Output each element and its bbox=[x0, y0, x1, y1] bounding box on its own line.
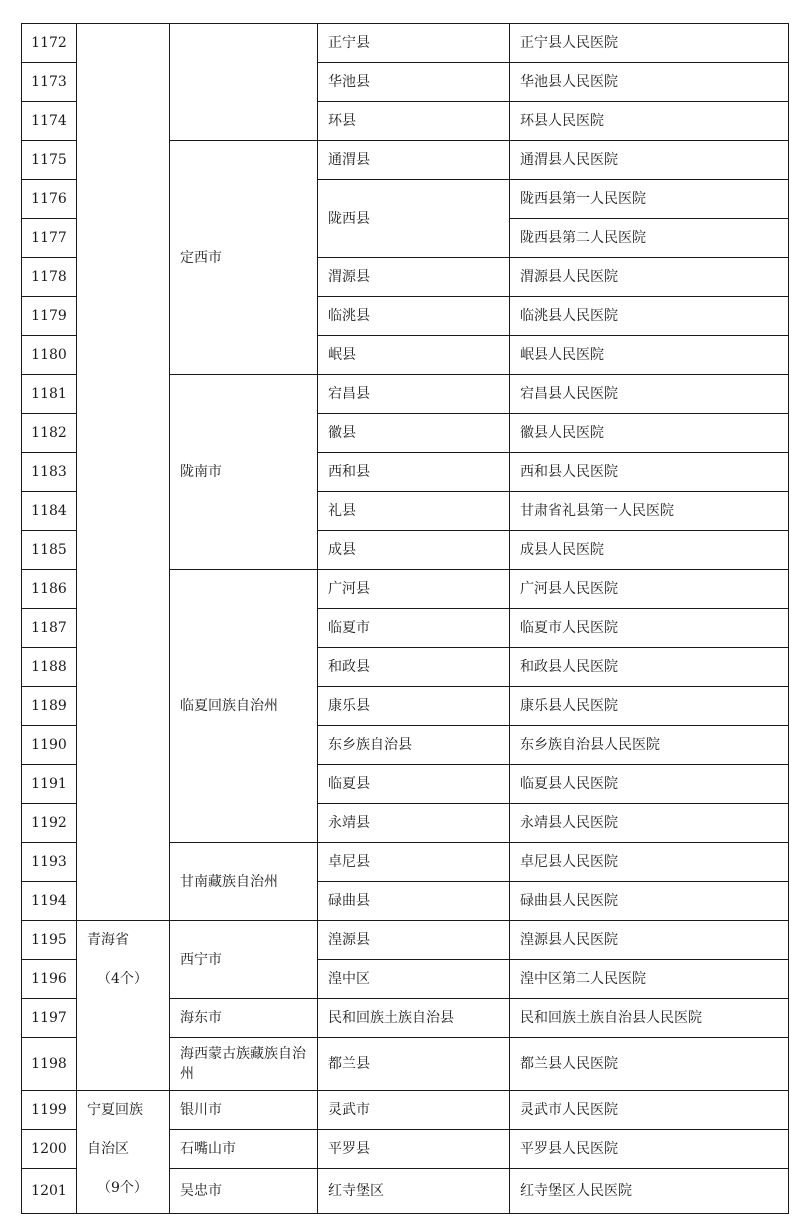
county-cell: 西和县 bbox=[318, 453, 510, 492]
row-number: 1201 bbox=[22, 1169, 77, 1214]
county-cell: 碌曲县 bbox=[318, 882, 510, 921]
county-cell: 渭源县 bbox=[318, 258, 510, 297]
county-cell: 临夏县 bbox=[318, 765, 510, 804]
province-cell bbox=[77, 921, 170, 1091]
row-number: 1185 bbox=[22, 531, 77, 570]
county-cell: 红寺堡区 bbox=[318, 1169, 510, 1214]
hospital-cell: 正宁县人民医院 bbox=[510, 24, 789, 63]
county-cell: 礼县 bbox=[318, 492, 510, 531]
row-number: 1200 bbox=[22, 1130, 77, 1169]
county-cell: 广河县 bbox=[318, 570, 510, 609]
province-name: 宁夏回族 bbox=[87, 1102, 143, 1118]
hospital-cell: 通渭县人民医院 bbox=[510, 141, 789, 180]
province-count: （9个） bbox=[97, 1180, 148, 1196]
hospital-cell: 临洮县人民医院 bbox=[510, 297, 789, 336]
row-number: 1181 bbox=[22, 375, 77, 414]
row-number: 1193 bbox=[22, 843, 77, 882]
hospital-cell: 民和回族土族自治县人民医院 bbox=[510, 999, 789, 1038]
county-cell: 民和回族土族自治县 bbox=[318, 999, 510, 1038]
row-number: 1188 bbox=[22, 648, 77, 687]
province-name-cont: 自治区 bbox=[87, 1141, 129, 1157]
table-row bbox=[22, 1091, 789, 1130]
hospital-cell: 湟中区第二人民医院 bbox=[510, 960, 789, 999]
row-number: 1187 bbox=[22, 609, 77, 648]
county-cell: 永靖县 bbox=[318, 804, 510, 843]
hospital-cell: 康乐县人民医院 bbox=[510, 687, 789, 726]
row-number: 1186 bbox=[22, 570, 77, 609]
row-number: 1182 bbox=[22, 414, 77, 453]
county-cell: 宕昌县 bbox=[318, 375, 510, 414]
hospital-cell: 平罗县人民医院 bbox=[510, 1130, 789, 1169]
city-cell: 银川市 bbox=[170, 1091, 318, 1130]
city-cell bbox=[170, 24, 318, 141]
county-cell: 平罗县 bbox=[318, 1130, 510, 1169]
province-cell bbox=[77, 24, 170, 921]
row-number: 1177 bbox=[22, 219, 77, 258]
row-number: 1191 bbox=[22, 765, 77, 804]
county-cell: 陇西县 bbox=[318, 180, 510, 258]
county-cell: 卓尼县 bbox=[318, 843, 510, 882]
row-number: 1189 bbox=[22, 687, 77, 726]
hospital-cell: 湟源县人民医院 bbox=[510, 921, 789, 960]
hospital-cell: 永靖县人民医院 bbox=[510, 804, 789, 843]
city-cell: 石嘴山市 bbox=[170, 1130, 318, 1169]
row-number: 1194 bbox=[22, 882, 77, 921]
row-number: 1172 bbox=[22, 24, 77, 63]
row-number: 1198 bbox=[22, 1038, 77, 1091]
table-row bbox=[22, 921, 789, 960]
province-name: 青海省 bbox=[87, 932, 129, 948]
county-cell: 岷县 bbox=[318, 336, 510, 375]
county-cell: 湟中区 bbox=[318, 960, 510, 999]
city-cell: 海西蒙古族藏族自治州 bbox=[170, 1038, 318, 1091]
county-cell: 都兰县 bbox=[318, 1038, 510, 1091]
county-cell: 灵武市 bbox=[318, 1091, 510, 1130]
row-number: 1176 bbox=[22, 180, 77, 219]
city-cell: 陇南市 bbox=[170, 375, 318, 570]
hospital-cell: 宕昌县人民医院 bbox=[510, 375, 789, 414]
hospital-cell: 临夏县人民医院 bbox=[510, 765, 789, 804]
county-cell: 成县 bbox=[318, 531, 510, 570]
hospital-cell: 渭源县人民医院 bbox=[510, 258, 789, 297]
hospital-cell: 碌曲县人民医院 bbox=[510, 882, 789, 921]
city-cell: 海东市 bbox=[170, 999, 318, 1038]
hospital-cell: 广河县人民医院 bbox=[510, 570, 789, 609]
hospital-cell: 徽县人民医院 bbox=[510, 414, 789, 453]
row-number: 1192 bbox=[22, 804, 77, 843]
county-cell: 环县 bbox=[318, 102, 510, 141]
province-cell bbox=[77, 1091, 170, 1214]
hospital-cell: 和政县人民医院 bbox=[510, 648, 789, 687]
county-cell: 正宁县 bbox=[318, 24, 510, 63]
county-cell: 湟源县 bbox=[318, 921, 510, 960]
hospital-cell: 成县人民医院 bbox=[510, 531, 789, 570]
hospital-cell: 东乡族自治县人民医院 bbox=[510, 726, 789, 765]
hospital-table bbox=[21, 23, 789, 1214]
row-number: 1199 bbox=[22, 1091, 77, 1130]
hospital-cell: 陇西县第一人民医院 bbox=[510, 180, 789, 219]
row-number: 1190 bbox=[22, 726, 77, 765]
hospital-cell: 环县人民医院 bbox=[510, 102, 789, 141]
county-cell: 东乡族自治县 bbox=[318, 726, 510, 765]
row-number: 1174 bbox=[22, 102, 77, 141]
hospital-cell: 灵武市人民医院 bbox=[510, 1091, 789, 1130]
table-row bbox=[22, 24, 789, 63]
city-cell: 临夏回族自治州 bbox=[170, 570, 318, 843]
county-cell: 临夏市 bbox=[318, 609, 510, 648]
city-cell: 甘南藏族自治州 bbox=[170, 843, 318, 921]
hospital-cell: 甘肃省礼县第一人民医院 bbox=[510, 492, 789, 531]
row-number: 1197 bbox=[22, 999, 77, 1038]
county-cell: 通渭县 bbox=[318, 141, 510, 180]
row-number: 1180 bbox=[22, 336, 77, 375]
row-number: 1173 bbox=[22, 63, 77, 102]
row-number: 1195 bbox=[22, 921, 77, 960]
row-number: 1183 bbox=[22, 453, 77, 492]
city-cell: 吴忠市 bbox=[170, 1169, 318, 1214]
hospital-cell: 红寺堡区人民医院 bbox=[510, 1169, 789, 1214]
row-number: 1184 bbox=[22, 492, 77, 531]
hospital-cell: 岷县人民医院 bbox=[510, 336, 789, 375]
row-number: 1178 bbox=[22, 258, 77, 297]
hospital-cell: 都兰县人民医院 bbox=[510, 1038, 789, 1091]
county-cell: 华池县 bbox=[318, 63, 510, 102]
county-cell: 和政县 bbox=[318, 648, 510, 687]
hospital-cell: 华池县人民医院 bbox=[510, 63, 789, 102]
row-number: 1179 bbox=[22, 297, 77, 336]
city-cell: 定西市 bbox=[170, 141, 318, 375]
county-cell: 徽县 bbox=[318, 414, 510, 453]
hospital-cell: 陇西县第二人民医院 bbox=[510, 219, 789, 258]
province-count: （4个） bbox=[97, 971, 148, 987]
row-number: 1196 bbox=[22, 960, 77, 999]
city-cell: 西宁市 bbox=[170, 921, 318, 999]
hospital-cell: 卓尼县人民医院 bbox=[510, 843, 789, 882]
county-cell: 康乐县 bbox=[318, 687, 510, 726]
county-cell: 临洮县 bbox=[318, 297, 510, 336]
row-number: 1175 bbox=[22, 141, 77, 180]
hospital-cell: 西和县人民医院 bbox=[510, 453, 789, 492]
hospital-cell: 临夏市人民医院 bbox=[510, 609, 789, 648]
